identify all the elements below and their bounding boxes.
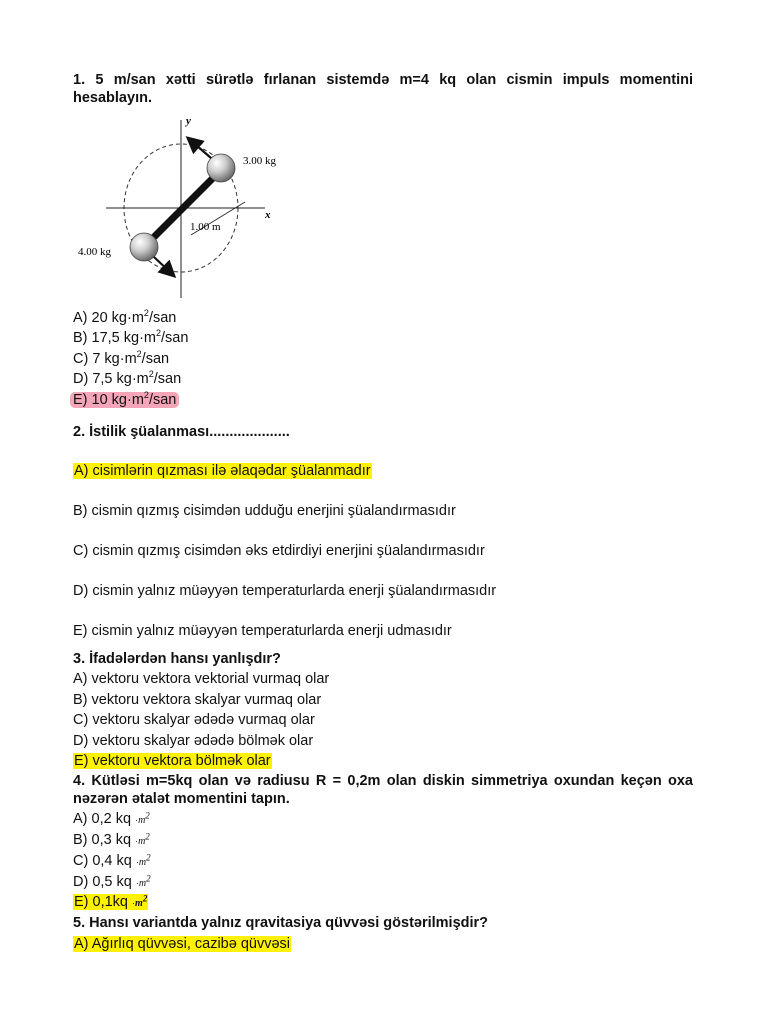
q5-option-a-correct: A) Ağırlıq qüvvəsi, cazibə qüvvəsi [74, 936, 290, 952]
q3-option-b: B) vektoru vektora skalyar vurmaq olar [73, 692, 322, 708]
q3-option-c: C) vektoru skalyar ədədə vurmaq olar [73, 712, 315, 728]
q4-option-a: A) 0,2 kq $\cdot m^2$ [73, 810, 150, 827]
q1-option-c: C) 7 $kg\cdot m^2$/san [73, 349, 170, 367]
q1-option-a: A) 20 $kg\cdot m^2$/san [73, 308, 177, 326]
q2-option-c: C) cismin qızmış cisimdən əks etdirdiyi enerjini şüalandırmasıdır [73, 543, 485, 559]
q1-option-d: D) 7,5 $kg\cdot m^2$/san [73, 369, 182, 387]
question-4-title: 4. Kütləsi m=5kq olan və radiusu R = 0,2m olan diskin simmetriya oxundan keçən oxa nəzərən ətalət momentini tapın. [73, 773, 693, 807]
q4-option-e-correct: E) $0,1kq \cdot m^2$ [74, 893, 148, 910]
mass-bottom-label: 4.00 kg [78, 246, 111, 258]
q2-option-b: B) cismin qızmış cisimdən udduğu enerjini şüalandırmasıdır [73, 503, 456, 519]
q3-option-a: A) vektoru vektora vektorial vurmaq olar [73, 671, 330, 687]
q4-option-c: C) 0,4 kq $\cdot m^2$ [73, 852, 151, 869]
rotating-dumbbell-figure [70, 112, 300, 302]
q2-option-d: D) cismin yalnız müəyyən temperaturlarda enerji şüalandırmasıdır [73, 583, 497, 599]
q1-option-e-correct: E) 10 $kg\cdot m^2$/san [73, 391, 179, 409]
q3-option-e-correct: E) vektoru vektora bölmək olar [74, 753, 271, 769]
question-1-title: 1. 5 m/san xətti sürətlə fırlanan sistemdə m=4 kq olan cismin impuls momentini hesablayın. [73, 72, 693, 106]
q2-option-e: E) cismin yalnız müəyyən temperaturlarda enerji udmasıdır [73, 623, 452, 639]
velocity-arrow-top [189, 139, 211, 158]
q2-option-a-correct: A) cisimlərin qızması ilə əlaqədar şüalanmadır [74, 463, 371, 479]
mass-top-ball [207, 154, 235, 182]
x-axis-label: x [265, 209, 271, 221]
q1-option-b: B) 17,5 $kg\cdot m^2$/san [73, 328, 189, 346]
y-axis-label: y [186, 115, 191, 127]
question-2-title: 2. İstilik şüalanması.................... [73, 424, 290, 440]
mass-top-label: 3.00 kg [243, 155, 276, 167]
length-label: 1.00 m [190, 221, 221, 233]
q3-option-d: D) vektoru skalyar ədədə bölmək olar [73, 733, 314, 749]
q4-option-d: D) 0,5 kq $\cdot m^2$ [73, 873, 151, 890]
mass-bottom-ball [130, 233, 158, 261]
q4-option-b: B) 0,3 kq $\cdot m^2$ [73, 831, 150, 848]
question-3-title: 3. İfadələrdən hansı yanlışdır? [73, 651, 281, 667]
question-5-title: 5. Hansı variantda yalnız qravitasiya qüvvəsi göstərilmişdir? [73, 915, 489, 931]
